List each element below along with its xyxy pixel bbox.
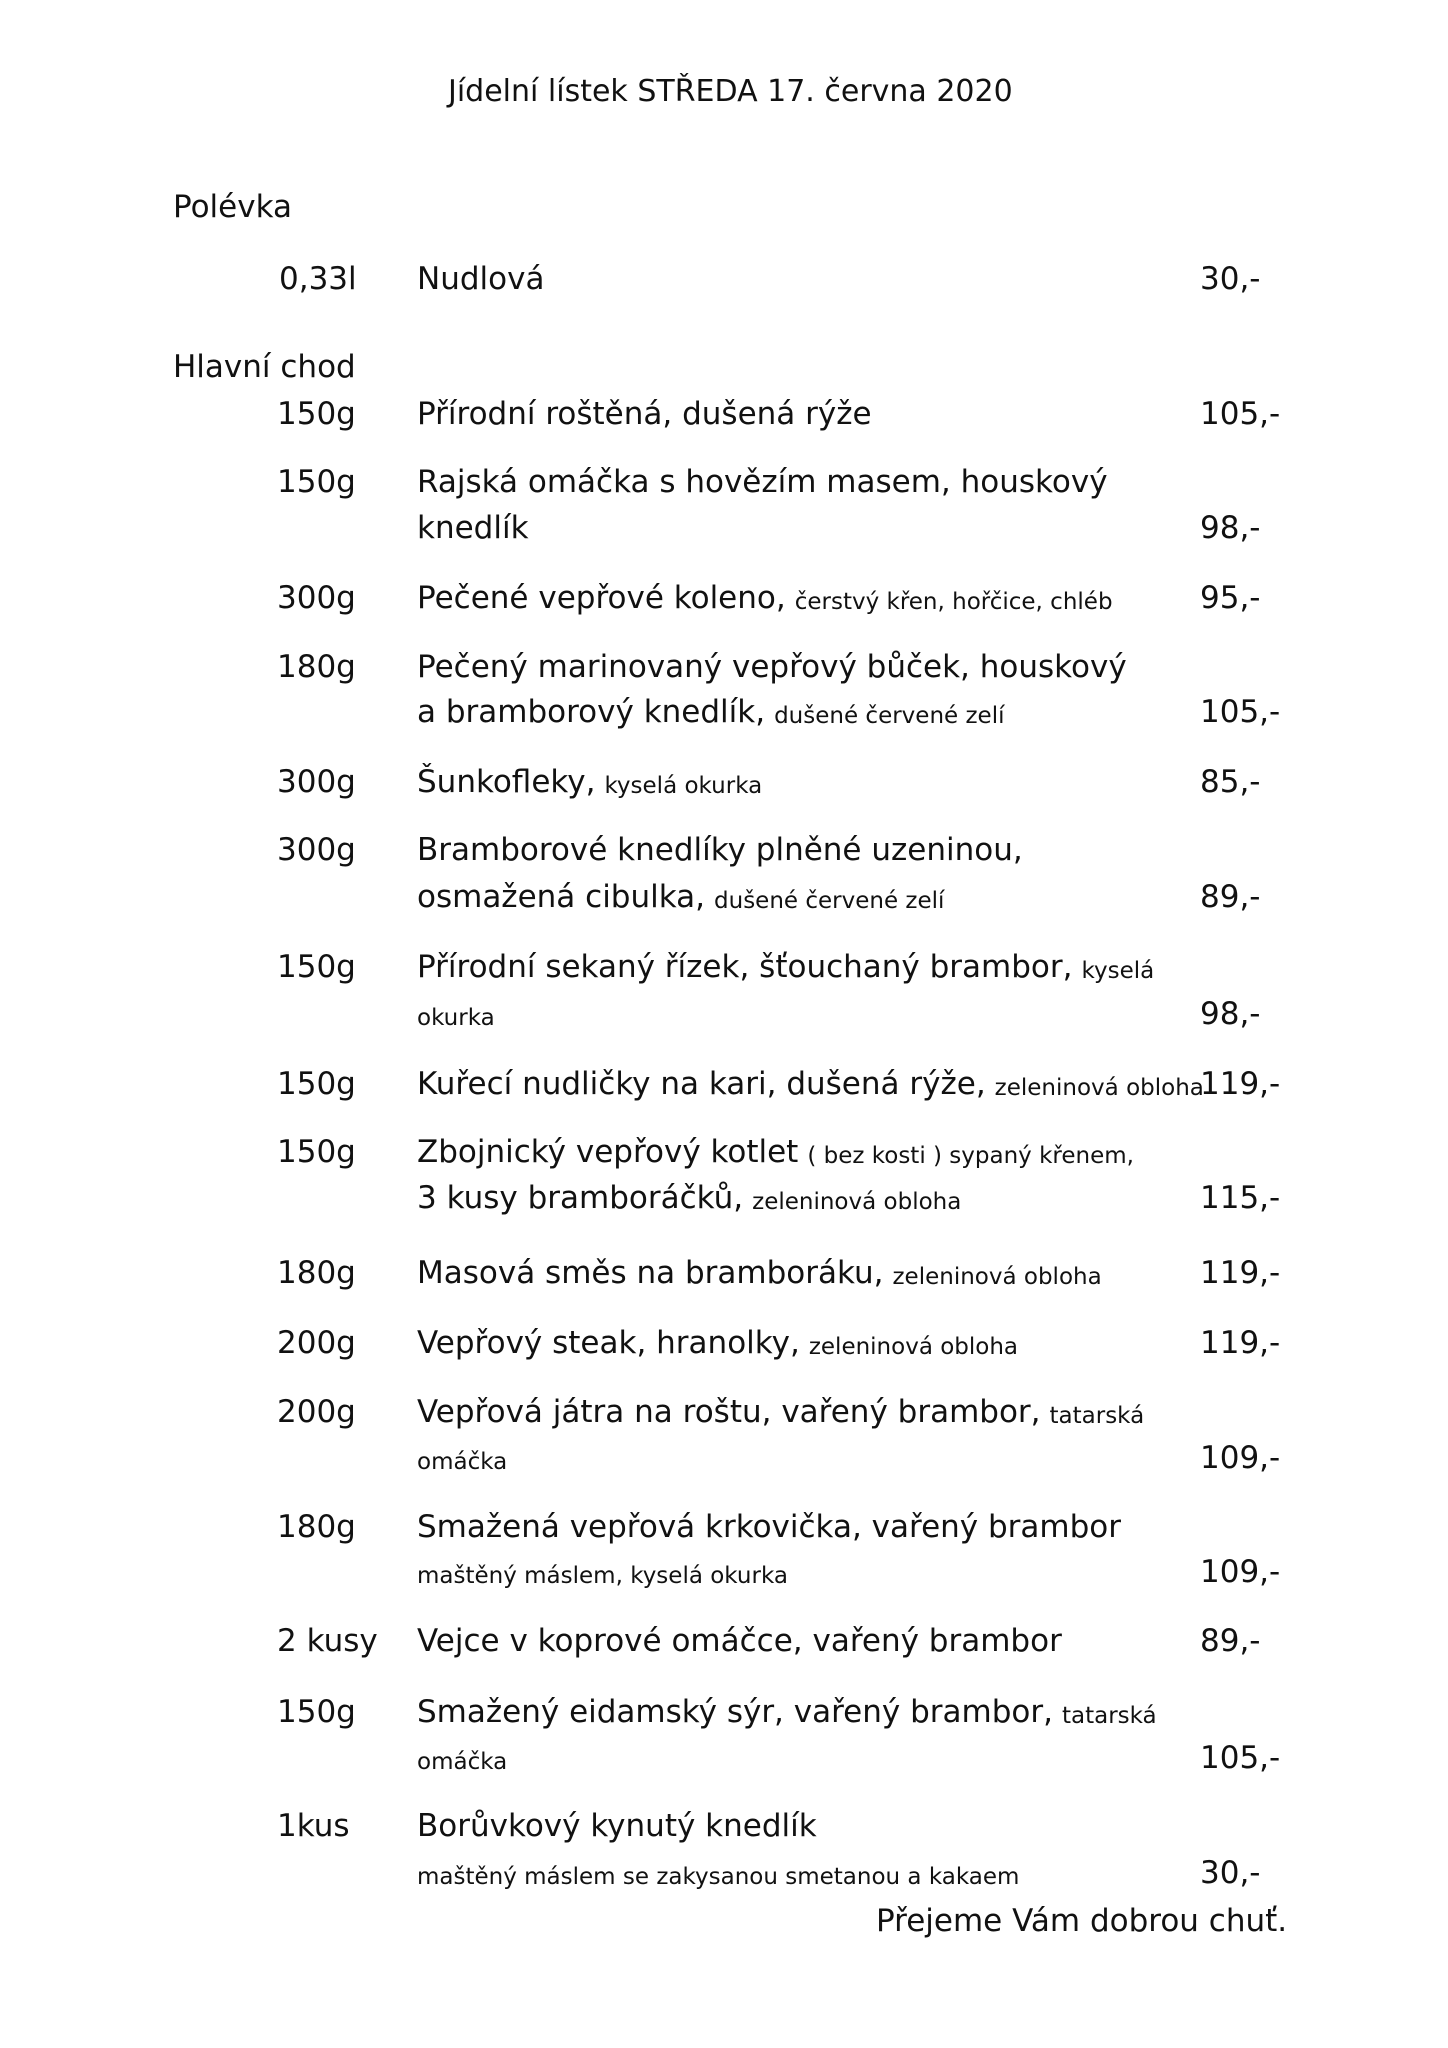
item-portion: 150g	[277, 1694, 356, 1730]
item-name: Šunkofleky,	[417, 764, 596, 800]
item-name: Kuřecí nudličky na kari, dušená rýže,	[417, 1066, 986, 1102]
soup-price: 30,-	[1200, 261, 1261, 297]
item-side-note-continued: okurka	[417, 1005, 495, 1031]
item-side-note: kyselá okurka	[604, 773, 763, 799]
item-side-note: tatarská	[1061, 1703, 1157, 1729]
item-portion: 300g	[277, 764, 356, 800]
main-heading: Hlavní chod	[173, 349, 356, 385]
item-portion: 150g	[277, 949, 356, 985]
item-name: Vejce v koprové omáčce, vařený brambor	[417, 1623, 1062, 1659]
item-portion: 300g	[277, 580, 356, 616]
item-name-continued: knedlík	[417, 510, 529, 546]
soup-name: Nudlová	[417, 261, 545, 297]
item-portion: 150g	[277, 464, 356, 500]
item-portion: 180g	[277, 1255, 356, 1291]
item-portion: 1kus	[277, 1808, 350, 1844]
item-side-note: zeleninová obloha	[892, 1264, 1102, 1290]
item-name: Borůvkový kynutý knedlík	[417, 1808, 817, 1844]
item-side-note: zeleninová obloha	[808, 1334, 1019, 1360]
soup-portion: 0,33l	[279, 261, 357, 297]
item-name-continued: a bramborový knedlík,	[417, 694, 766, 730]
item-price: 89,-	[1200, 879, 1261, 915]
item-portion: 200g	[277, 1394, 356, 1430]
menu-title: Jídelní lístek STŘEDA 17. června 2020	[448, 74, 1013, 109]
item-side-note: čerstvý křen, hořčice, chléb	[794, 589, 1113, 615]
item-side-note: kyselá	[1081, 958, 1155, 984]
item-side-note: zeleninová obloha	[994, 1075, 1204, 1101]
item-name: Přírodní roštěná, dušená rýže	[417, 396, 872, 432]
item-portion: 150g	[277, 1066, 356, 1102]
item-side-note: ( bez kosti ) sypaný křenem,	[807, 1143, 1134, 1169]
item-name: Vepřová játra na roštu, vařený brambor,	[417, 1394, 1041, 1430]
soup-heading: Polévka	[173, 189, 292, 225]
item-price: 89,-	[1200, 1623, 1261, 1659]
item-side-note: tatarská	[1049, 1403, 1145, 1429]
item-price: 109,-	[1200, 1554, 1281, 1590]
item-price: 119,-	[1200, 1066, 1281, 1102]
item-name: Rajská omáčka s hovězím masem, houskový	[417, 464, 1108, 500]
item-side-note-continued: dušené červené zelí	[774, 703, 1005, 729]
item-name: Smažená vepřová krkovička, vařený brambor	[417, 1509, 1121, 1545]
item-portion: 200g	[277, 1325, 356, 1361]
item-name: Zbojnický vepřový kotlet	[417, 1134, 799, 1170]
item-portion: 300g	[277, 832, 356, 868]
item-price: 30,-	[1200, 1855, 1261, 1891]
item-price: 105,-	[1200, 1740, 1281, 1776]
item-name: Pečené vepřové koleno,	[417, 580, 786, 616]
item-price: 98,-	[1200, 510, 1261, 546]
item-side-note-continued: dušené červené zelí	[714, 888, 945, 914]
footer-wish: Přejeme Vám dobrou chuť.	[876, 1903, 1288, 1939]
item-side-note-continued: zeleninová obloha	[752, 1189, 962, 1215]
item-portion: 150g	[277, 396, 356, 432]
item-side-note-continued: maštěný máslem se zakysanou smetanou a kakaem	[417, 1864, 1020, 1890]
item-price: 115,-	[1200, 1180, 1281, 1216]
item-price: 119,-	[1200, 1255, 1281, 1291]
item-price: 105,-	[1200, 396, 1281, 432]
item-name: Vepřový steak, hranolky,	[417, 1325, 800, 1361]
item-side-note-continued: maštěný máslem, kyselá okurka	[417, 1563, 788, 1589]
item-name: Masová směs na bramboráku,	[417, 1255, 884, 1291]
item-price: 98,-	[1200, 996, 1261, 1032]
item-portion: 150g	[277, 1134, 356, 1170]
item-name-continued: 3 kusy bramboráčků,	[417, 1180, 744, 1216]
item-name: Pečený marinovaný vepřový bůček, houskový	[417, 649, 1127, 685]
item-side-note-continued: omáčka	[417, 1749, 508, 1775]
item-name: Přírodní sekaný řízek, šťouchaný brambor,	[417, 949, 1073, 985]
item-name-continued: osmažená cibulka,	[417, 879, 706, 915]
item-price: 95,-	[1200, 580, 1261, 616]
item-side-note-continued: omáčka	[417, 1449, 508, 1475]
item-price: 105,-	[1200, 694, 1281, 730]
item-price: 109,-	[1200, 1440, 1281, 1476]
item-portion: 180g	[277, 649, 356, 685]
item-portion: 180g	[277, 1509, 356, 1545]
item-price: 119,-	[1200, 1325, 1281, 1361]
item-name: Smažený eidamský sýr, vařený brambor,	[417, 1694, 1053, 1730]
item-portion: 2 kusy	[277, 1623, 378, 1659]
item-name: Bramborové knedlíky plněné uzeninou,	[417, 832, 1023, 868]
item-price: 85,-	[1200, 764, 1261, 800]
